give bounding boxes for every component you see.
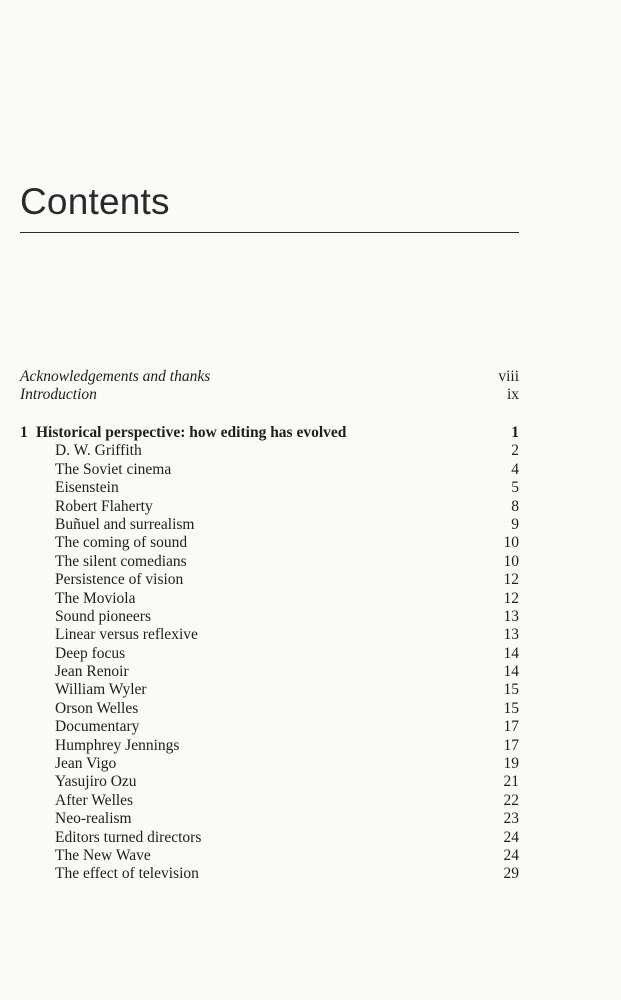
section-page-number: 15	[503, 681, 519, 699]
section-title: The effect of television	[55, 865, 199, 883]
section-page-number: 21	[503, 773, 519, 791]
section-title: Persistence of vision	[55, 571, 184, 589]
section-page-number: 14	[503, 663, 519, 681]
section-entry[interactable]	[20, 626, 519, 644]
section-entry[interactable]	[20, 773, 519, 791]
section-page-number: 13	[503, 607, 519, 625]
section-entry[interactable]	[20, 847, 519, 865]
section-entry[interactable]	[20, 461, 519, 479]
section-page-number: 12	[503, 571, 519, 589]
section-page-number: 10	[503, 534, 519, 552]
section-entry[interactable]	[20, 590, 519, 608]
entry-title: Introduction	[20, 386, 97, 404]
section-title: The Moviola	[55, 589, 136, 607]
section-page-number: 22	[503, 791, 519, 809]
section-title: Documentary	[55, 718, 140, 736]
chapter-title: Historical perspective: how editing has evolved	[36, 424, 347, 441]
front-matter-entry[interactable]	[20, 386, 519, 404]
section-page-number: 12	[503, 589, 519, 607]
section-entry[interactable]	[20, 810, 519, 828]
section-page-number: 24	[503, 846, 519, 864]
entry-page-number: viii	[498, 368, 519, 385]
chapter-number: 1	[20, 424, 28, 441]
entry-title: Acknowledgements and thanks	[20, 368, 211, 385]
section-title: The Soviet cinema	[55, 460, 172, 478]
section-entry[interactable]	[20, 516, 519, 534]
section-entry[interactable]	[20, 755, 519, 773]
section-page-number: 15	[503, 699, 519, 717]
section-entry[interactable]	[20, 608, 519, 626]
section-page-number: 17	[503, 718, 519, 736]
section-entry[interactable]	[20, 865, 519, 883]
section-title: Jean Renoir	[55, 663, 129, 681]
section-entry[interactable]	[20, 571, 519, 589]
section-page-number: 23	[503, 810, 519, 828]
section-title: D. W. Griffith	[55, 442, 142, 460]
section-page-number: 2	[511, 442, 519, 460]
section-page-number: 19	[503, 755, 519, 773]
section-entry[interactable]	[20, 534, 519, 552]
chapter-1-list	[20, 424, 519, 884]
section-title: Neo-realism	[55, 810, 132, 828]
front-matter-entry[interactable]	[20, 368, 519, 386]
page-title: Contents	[20, 181, 170, 222]
section-entry[interactable]	[20, 792, 519, 810]
section-entry[interactable]	[20, 479, 519, 497]
front-matter-list	[20, 368, 519, 405]
section-entry[interactable]	[20, 645, 519, 663]
section-title: Yasujiro Ozu	[55, 773, 137, 791]
section-entry[interactable]	[20, 498, 519, 516]
section-title: Linear versus reflexive	[55, 626, 198, 644]
section-title: Eisenstein	[55, 479, 119, 497]
section-page-number: 8	[511, 497, 519, 515]
section-title: William Wyler	[55, 681, 147, 699]
section-title: Humphrey Jennings	[55, 736, 180, 754]
section-page-number: 4	[511, 460, 519, 478]
section-page-number: 13	[503, 626, 519, 644]
section-title: Editors turned directors	[55, 828, 202, 846]
section-title: Deep focus	[55, 644, 126, 662]
section-entry[interactable]	[20, 442, 519, 460]
section-page-number: 24	[503, 828, 519, 846]
section-title: Sound pioneers	[55, 607, 152, 625]
section-page-number: 9	[511, 515, 519, 533]
section-entry[interactable]	[20, 700, 519, 718]
section-page-number: 14	[503, 644, 519, 662]
section-title: Orson Welles	[55, 699, 139, 717]
section-entry[interactable]	[20, 553, 519, 571]
chapter-heading[interactable]	[20, 424, 519, 442]
section-title: Jean Vigo	[55, 755, 117, 773]
section-entry[interactable]	[20, 737, 519, 755]
section-title: The coming of sound	[55, 534, 188, 552]
section-title: After Welles	[55, 791, 134, 809]
section-entry[interactable]	[20, 829, 519, 847]
section-entry[interactable]	[20, 681, 519, 699]
chapter-page-number: 1	[511, 424, 519, 441]
section-page-number: 5	[511, 479, 519, 497]
section-entry[interactable]	[20, 718, 519, 736]
section-entry[interactable]	[20, 663, 519, 681]
section-title: Buñuel and surrealism	[55, 515, 195, 533]
section-title: Robert Flaherty	[55, 497, 153, 515]
section-title: The silent comedians	[55, 552, 187, 570]
entry-page-number: ix	[506, 386, 519, 404]
title-divider	[20, 232, 519, 233]
section-title: The New Wave	[55, 846, 151, 864]
section-page-number: 17	[503, 736, 519, 754]
section-page-number: 29	[503, 865, 519, 883]
section-page-number: 10	[503, 552, 519, 570]
